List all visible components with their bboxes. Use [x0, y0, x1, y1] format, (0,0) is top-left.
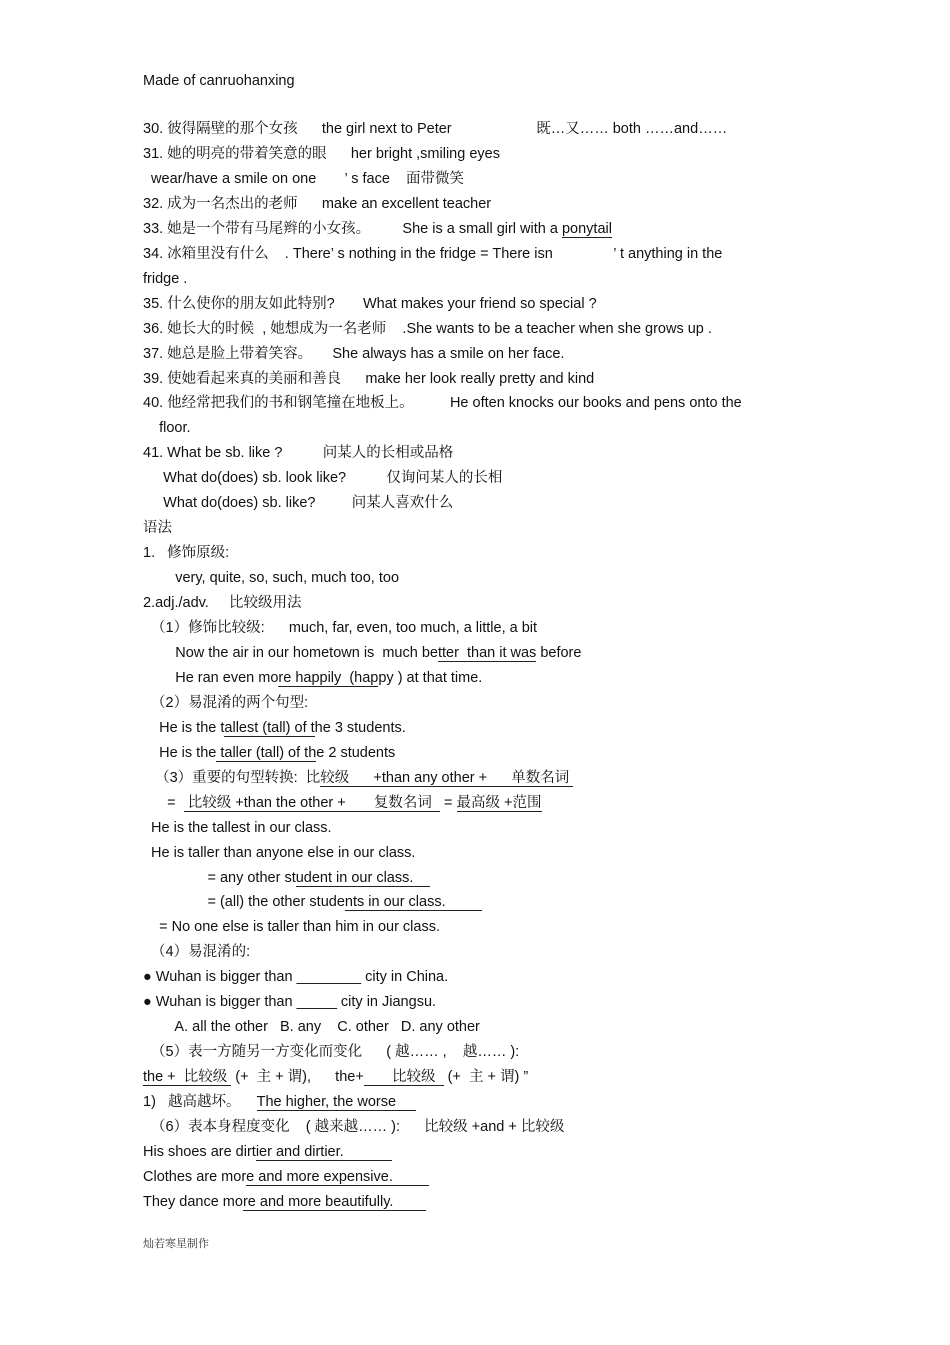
line-text: 2.adj./adv. 比较级用法 — [143, 595, 302, 612]
underlined-text: tter than it was — [437, 644, 537, 661]
line-text: （4）易混淆的: — [143, 944, 251, 961]
line-text: = — [439, 794, 457, 811]
line-text: = (all) the other stude — [143, 894, 345, 911]
text-line — [143, 294, 597, 314]
text-line — [143, 369, 594, 389]
line-text: （3）重要的句型转换: 比 — [143, 769, 321, 786]
underlined-text: nts in our class. — [344, 894, 482, 911]
text-line — [143, 518, 172, 538]
text-line — [143, 219, 612, 239]
underlined-text: 比较级 +than the other + 复数名词 — [183, 794, 440, 811]
line-text: e 2 students — [316, 744, 396, 761]
text-line — [143, 793, 542, 813]
line-text: His shoes are dirt — [143, 1143, 256, 1160]
line-text: 语法 — [143, 520, 172, 537]
underlined-text: udent in our class. — [295, 869, 430, 886]
page-header: Made of canruohanxing — [143, 73, 295, 89]
text-line — [143, 344, 564, 364]
text-line — [143, 593, 301, 613]
line-text: floor. — [143, 420, 191, 437]
underlined-text: e and more expensive. — [246, 1168, 430, 1185]
text-line — [143, 1192, 426, 1212]
text-line — [143, 269, 187, 289]
line-text: （5）表一方随另一方变化而变化 ( 越…… , 越…… ): — [143, 1044, 520, 1061]
text-line — [143, 868, 430, 888]
text-line — [143, 144, 500, 164]
underlined-text: The higher, the worse — [256, 1094, 417, 1111]
line-text: （2）易混淆的两个句型: — [143, 694, 309, 711]
text-line — [143, 1042, 519, 1062]
line-text: 1. 修饰原级: — [143, 545, 230, 562]
line-text: 41. What be sb. like ? 问某人的长相或品格 — [143, 445, 454, 462]
text-line — [143, 768, 573, 788]
line-text: fridge . — [143, 270, 188, 287]
text-line — [143, 194, 491, 214]
line-text: He is the t — [143, 719, 225, 736]
text-line — [143, 818, 332, 838]
line-text: They dance mo — [143, 1193, 243, 1210]
text-line — [143, 1017, 480, 1037]
line-text: He is taller than anyone else in our class. — [143, 844, 416, 861]
line-text: 36. 她长大的时候 , 她想成为一名老师 .She wants to be a teacher when she grows up . — [143, 320, 712, 337]
line-text: Now the air in our hometown is much be — [143, 644, 438, 661]
line-text: What do(does) sb. look like? 仅询问某人的长相 — [143, 470, 503, 487]
line-text: A. all the other B. any C. other D. any other — [143, 1019, 480, 1036]
line-text: He ran even mo — [143, 669, 279, 686]
text-line — [143, 643, 581, 663]
underlined-text: ponytail — [561, 220, 612, 237]
line-text: 32. 成为一名杰出的老师 make an excellent teacher — [143, 195, 492, 212]
line-text: What do(does) sb. like? 问某人喜欢什么 — [143, 495, 454, 512]
line-text: 33. 她是一个带有马尾辫的小女孩。 She is a small girl with a — [143, 220, 562, 237]
line-text: (+ 主 + 谓), the+ — [231, 1069, 364, 1086]
text-line — [143, 319, 712, 339]
text-line — [143, 1167, 429, 1187]
line-text: he 3 students. — [314, 719, 406, 736]
text-line — [143, 942, 250, 962]
line-text: He is the — [143, 744, 217, 761]
text-line — [143, 418, 191, 438]
text-line — [143, 917, 440, 937]
text-line — [143, 668, 482, 688]
line-text: 39. 使她看起来真的美丽和善良 make her look really pretty and kind — [143, 370, 595, 387]
line-text: 35. 什么使你的朋友如此特别? What makes your friend so special ? — [143, 295, 597, 312]
text-line — [143, 693, 308, 713]
line-text: (+ 主 + 谓) ” — [443, 1069, 529, 1086]
text-line — [143, 443, 453, 463]
line-text: （1）修饰比较级: much, far, even, too much, a little, a bit — [143, 620, 538, 636]
text-line — [143, 393, 742, 413]
text-line — [143, 743, 395, 763]
underlined-text: taller (tall) of th — [216, 744, 317, 761]
line-text: Clothes are mor — [143, 1168, 247, 1185]
text-line — [143, 568, 399, 588]
text-line — [143, 1117, 564, 1137]
line-text: before — [536, 644, 582, 661]
line-text: = — [143, 794, 184, 811]
underlined-text: re happily (hap — [278, 669, 379, 686]
text-line — [143, 1092, 416, 1112]
line-text: ● Wuhan is bigger than _____ city in Jiangsu. — [143, 994, 437, 1011]
text-line — [143, 892, 482, 912]
underlined-text: re and more beautifully. — [242, 1193, 426, 1210]
text-line — [143, 992, 436, 1012]
line-text: = No one else is taller than him in our class. — [143, 919, 440, 936]
underlined-text: 比较级 — [363, 1069, 444, 1086]
line-text: 1) 越高越坏。 — [143, 1094, 257, 1111]
line-text: 34. 冰箱里没有什么 . There’ s nothing in the fridge = There isn ’ t anything in the — [143, 245, 723, 262]
text-line — [143, 468, 502, 488]
underlined-text: allest (tall) of t — [224, 719, 315, 736]
text-line — [143, 843, 415, 863]
line-text: = any other st — [143, 869, 296, 886]
text-line — [143, 1142, 392, 1162]
text-line — [143, 1067, 528, 1087]
text-line — [143, 967, 448, 987]
line-text: He is the tallest in our class. — [143, 819, 332, 836]
line-text: 31. 她的明亮的带着笑意的眼 her bright ,smiling eyes — [143, 145, 500, 162]
line-text: ● Wuhan is bigger than ________ city in China. — [143, 969, 449, 986]
underlined-text: 最高级 +范围 — [456, 794, 542, 811]
line-text: 40. 他经常把我们的书和钢笔撞在地板上。 He often knocks our books and pens onto the — [143, 395, 742, 412]
text-line — [143, 169, 464, 189]
text-line — [143, 718, 406, 738]
page-footer: 灿若寒星制作 — [143, 1237, 209, 1250]
text-line — [143, 119, 727, 139]
underlined-text: 较级 +than any other + 单数名词 — [320, 769, 574, 786]
text-line — [143, 493, 453, 513]
line-text: 30. 彼得隔壁的那个女孩 the girl next to Peter 既…又…… both ……and…… — [143, 121, 728, 137]
line-text: py ) at that time. — [378, 669, 483, 686]
text-line — [143, 618, 537, 638]
line-text: 37. 她总是脸上带着笑容。 She always has a smile on her face. — [143, 345, 565, 362]
line-text: （6）表本身程度变化 ( 越来越…… ): 比较级 +and + 比较级 — [143, 1119, 565, 1135]
underlined-text: the + 比较级 — [143, 1069, 232, 1086]
text-line — [143, 244, 722, 264]
text-line — [143, 543, 229, 563]
underlined-text: ier and dirtier. — [255, 1143, 393, 1160]
line-text: very, quite, so, such, much too, too — [143, 570, 400, 587]
line-text: wear/have a smile on one ’ s face 面带微笑 — [143, 170, 465, 187]
